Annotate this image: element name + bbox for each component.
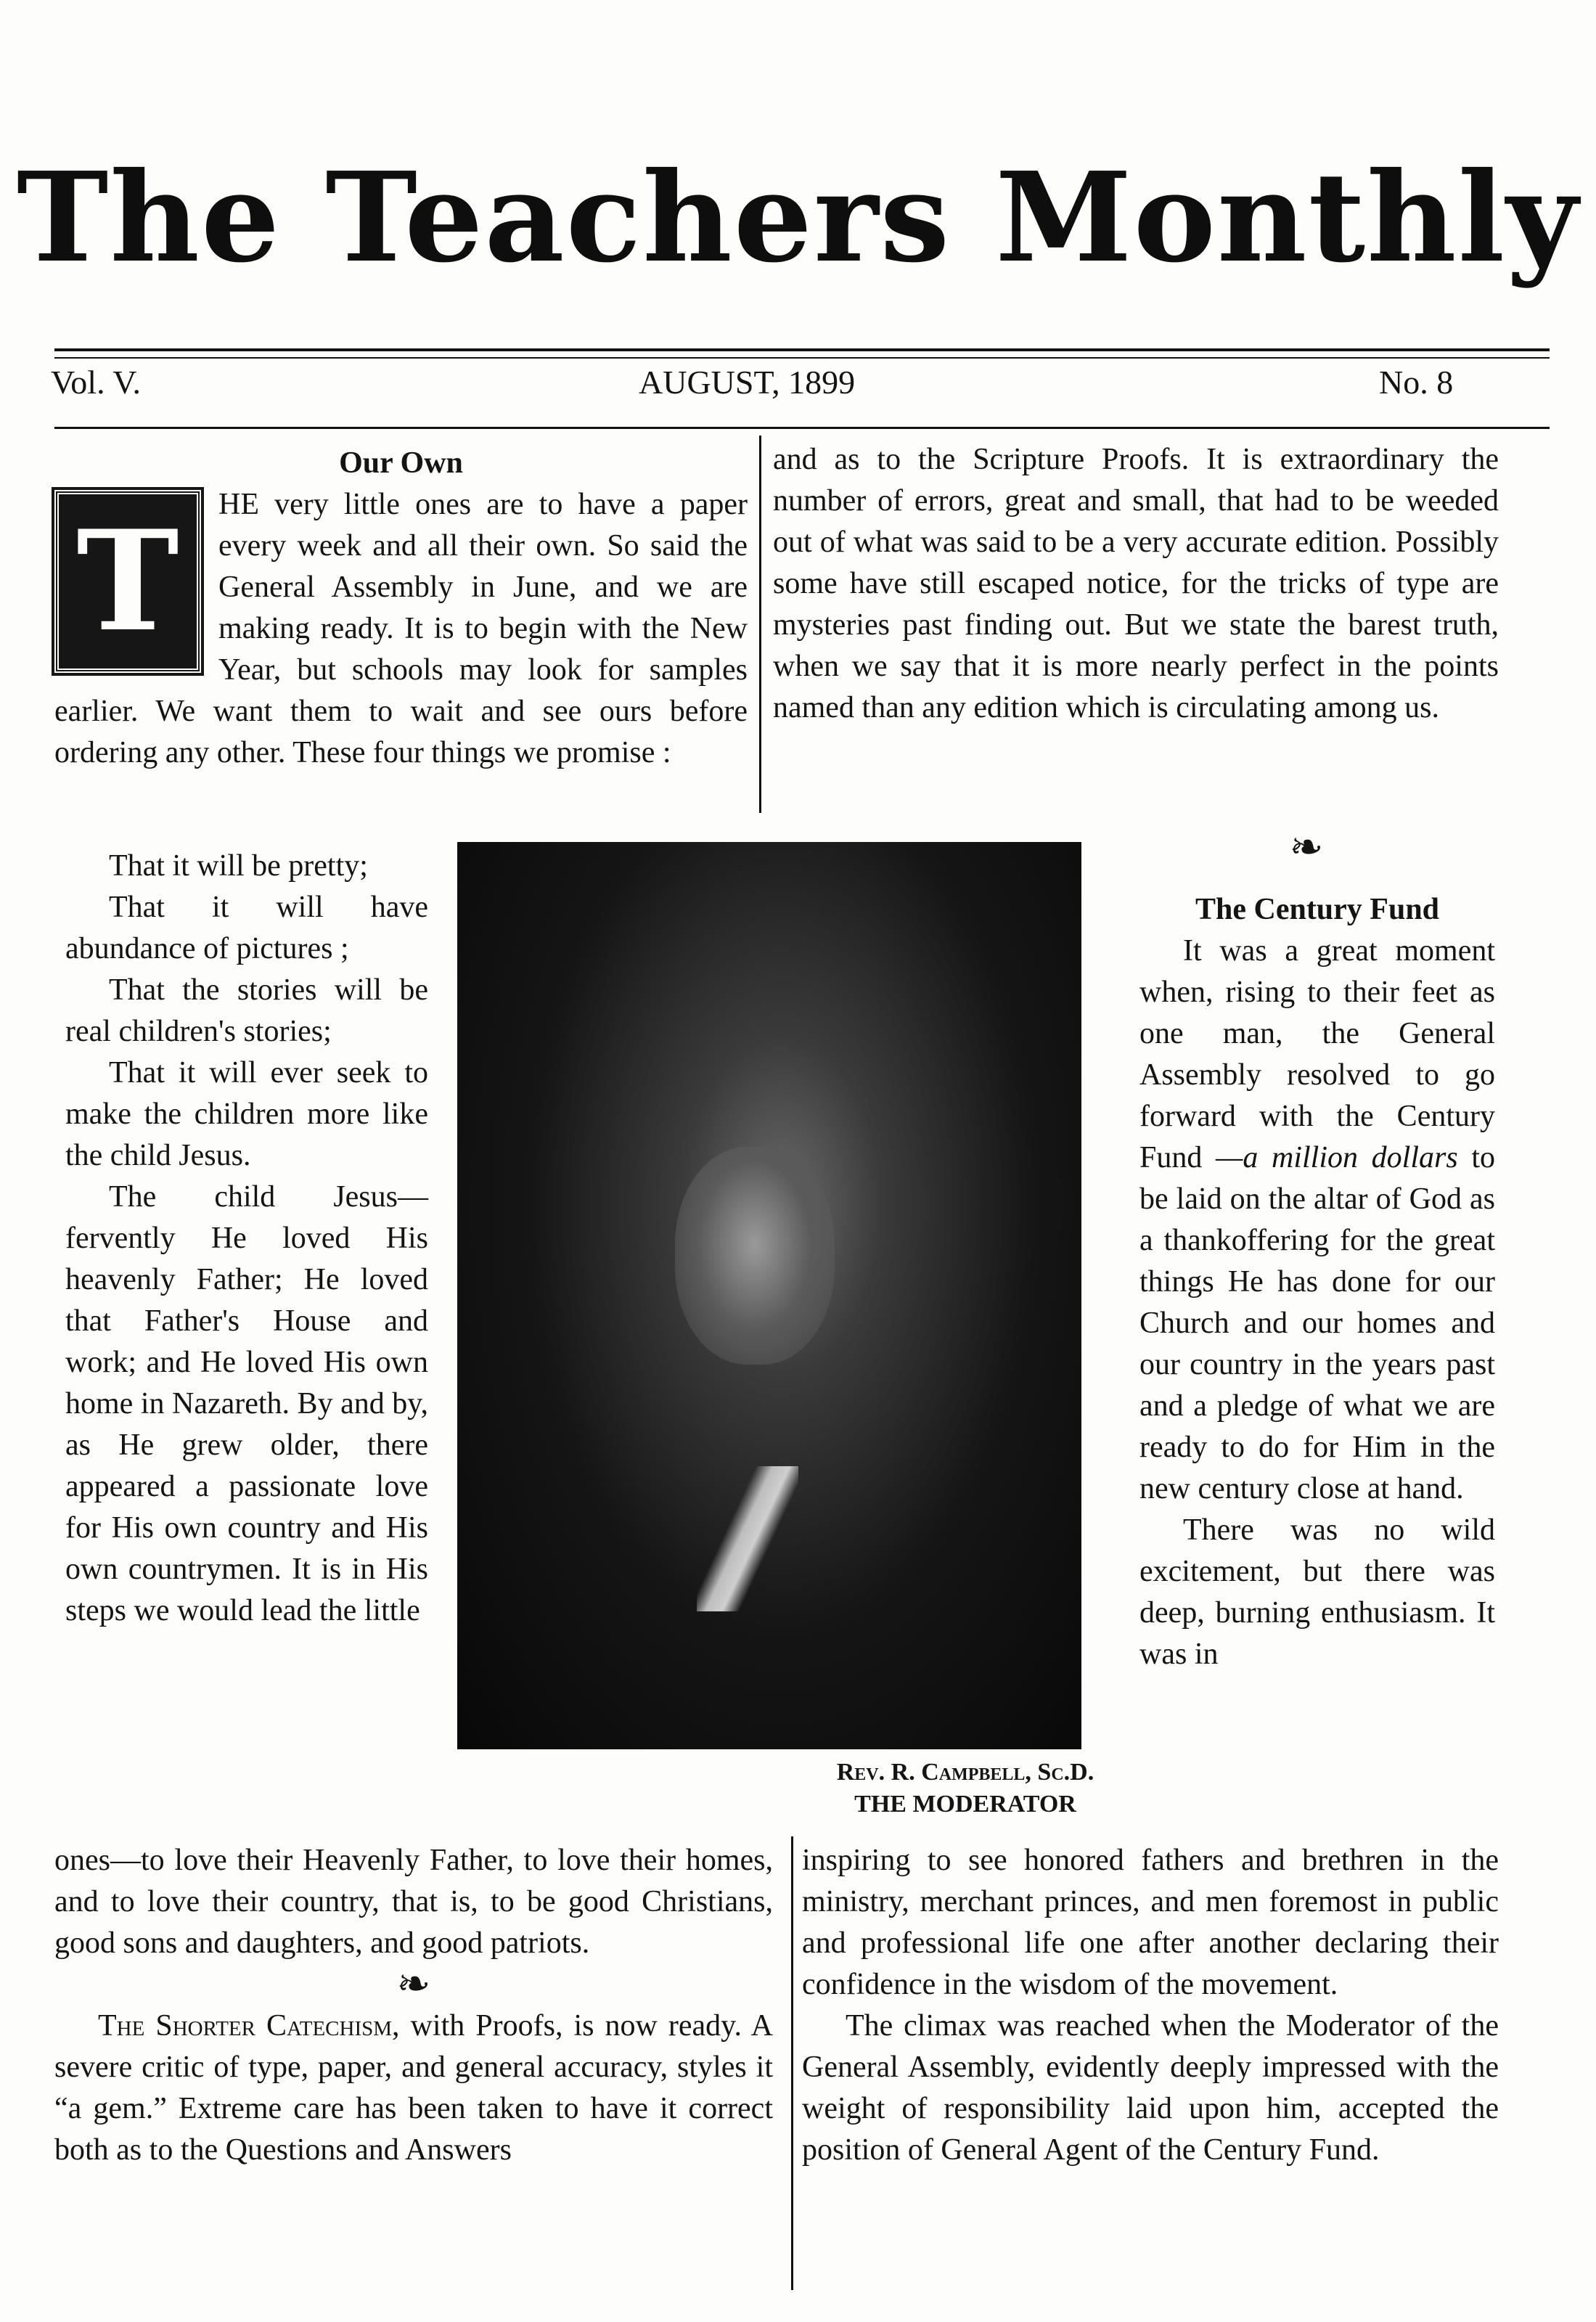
column-rule-lower xyxy=(791,1836,793,2290)
century-fund-p1-text: It was a great moment when, rising to their feet as one man, the General Assembly resolved to go forward with the Century Fund xyxy=(1139,934,1495,1174)
moderator-portrait-photo xyxy=(457,842,1081,1749)
column-rule-upper xyxy=(759,436,761,813)
catechism-paragraph-cont: and as to the Scripture Proofs. It is extraordinary the number of errors, great and small, that had to be weeded out of what was said to be a very accurate edition. Possibly some have still escaped notice, for the tricks of type are mysteries past finding out. But we state the barest truth, when we say that it is more nearly perfect in the points named than any edition which is circulating among us. xyxy=(773,443,1499,724)
volume-label: Vol. V. xyxy=(51,364,142,401)
century-fund-heading: The Century Fund xyxy=(1195,893,1440,926)
catechism-body: with Proofs, is now ready. A severe critic of type, paper, and general accuracy, styles it “a gem.” Extreme care has been taken to have it correct both as to the Questions and Answers xyxy=(54,2009,773,2167)
our-own-paragraph-2: The child Jesus— fervently He loved His heavenly Father; He loved that Father's House and work; and He loved His own home in Nazareth. By and by, as He grew older, there appeared a passionate love for His own country and His own countrymen. It is in His steps we would lead the little xyxy=(65,1180,428,1627)
masthead-rule-top xyxy=(54,348,1550,351)
our-own-heading: Our Own xyxy=(339,446,463,480)
promise-3: That the stories will be real children's stories; xyxy=(65,973,428,1048)
portrait-face xyxy=(675,1147,835,1365)
portrait-collar xyxy=(697,1466,798,1611)
lower-left-column xyxy=(54,1840,773,2171)
ornament-flourish-right: ❧ xyxy=(1289,825,1324,870)
century-fund-paragraph-3: The climax was reached when the Moderator of the General Assembly, evidently deeply impressed with the weight of responsibility laid upon him, accepted the position of General Agent of the Century Fund. xyxy=(802,2009,1499,2167)
photo-caption-title: THE MODERATOR xyxy=(854,1791,1076,1818)
century-fund-paragraph-2-cont: inspiring to see honored fathers and brethren in the ministry, merchant princes, and men foremost in public and professional life one after another declaring their confidence in the wisdom of the movement. xyxy=(802,1844,1499,2001)
catechism-continuation xyxy=(773,439,1499,729)
century-fund-p1-text-end: to be laid on the altar of God as a thankoffering for the great things He has done for our Church and our homes and our country in the years past and a pledge of what we are ready to do for Him in the new century close at hand. xyxy=(1139,1141,1496,1505)
masthead-rule-bottom xyxy=(54,427,1550,429)
issue-date: AUGUST, 1899 xyxy=(639,364,856,401)
photo-caption-name: Rev. R. Campbell, Sc.D. xyxy=(836,1759,1094,1786)
promise-2: That it will have abundance of pictures ; xyxy=(65,891,428,965)
drop-cap-t: T xyxy=(54,490,201,673)
our-own-paragraph-1: HE very little ones are to have a paper every week and all their own. So said the General Assembly in June, and we are making ready. It is to begin with the New Year, but schools may look for samples earlier. We want them to wait and see ours before ordering any other. These four things we promise : xyxy=(54,488,748,769)
promise-1: That it will be pretty; xyxy=(109,849,368,883)
lower-right-column xyxy=(802,1840,1499,2171)
century-fund-paragraph-1 xyxy=(1139,931,1495,1510)
our-own-paragraph-2-cont: ones—to love their Heavenly Father, to love their homes, and to love their country, that is, to be good Christians, good sons and daughters, and good patriots. xyxy=(54,1844,773,1960)
ornament-flourish-left: ❧ xyxy=(396,1962,431,2007)
issue-number: No. 8 xyxy=(1379,364,1454,401)
century-fund-article xyxy=(1139,889,1495,1675)
photo-caption xyxy=(777,1757,1154,1820)
our-own-article xyxy=(54,443,748,774)
masthead-rule-top-thin xyxy=(54,357,1550,359)
promise-4: That it will ever seek to make the children more like the child Jesus. xyxy=(65,1056,428,1172)
our-own-narrow-column xyxy=(65,846,428,1632)
catechism-lead: The Shorter Catechism, xyxy=(98,2009,400,2043)
century-fund-paragraph-2: There was no wild excitement, but there was deep, burning enthusiasm. It was in xyxy=(1139,1513,1495,1671)
million-dollars-emphasis: —a million dollars xyxy=(1216,1141,1458,1174)
catechism-paragraph-1 xyxy=(54,2006,773,2171)
masthead-title: The Teachers Monthly xyxy=(16,145,1580,290)
